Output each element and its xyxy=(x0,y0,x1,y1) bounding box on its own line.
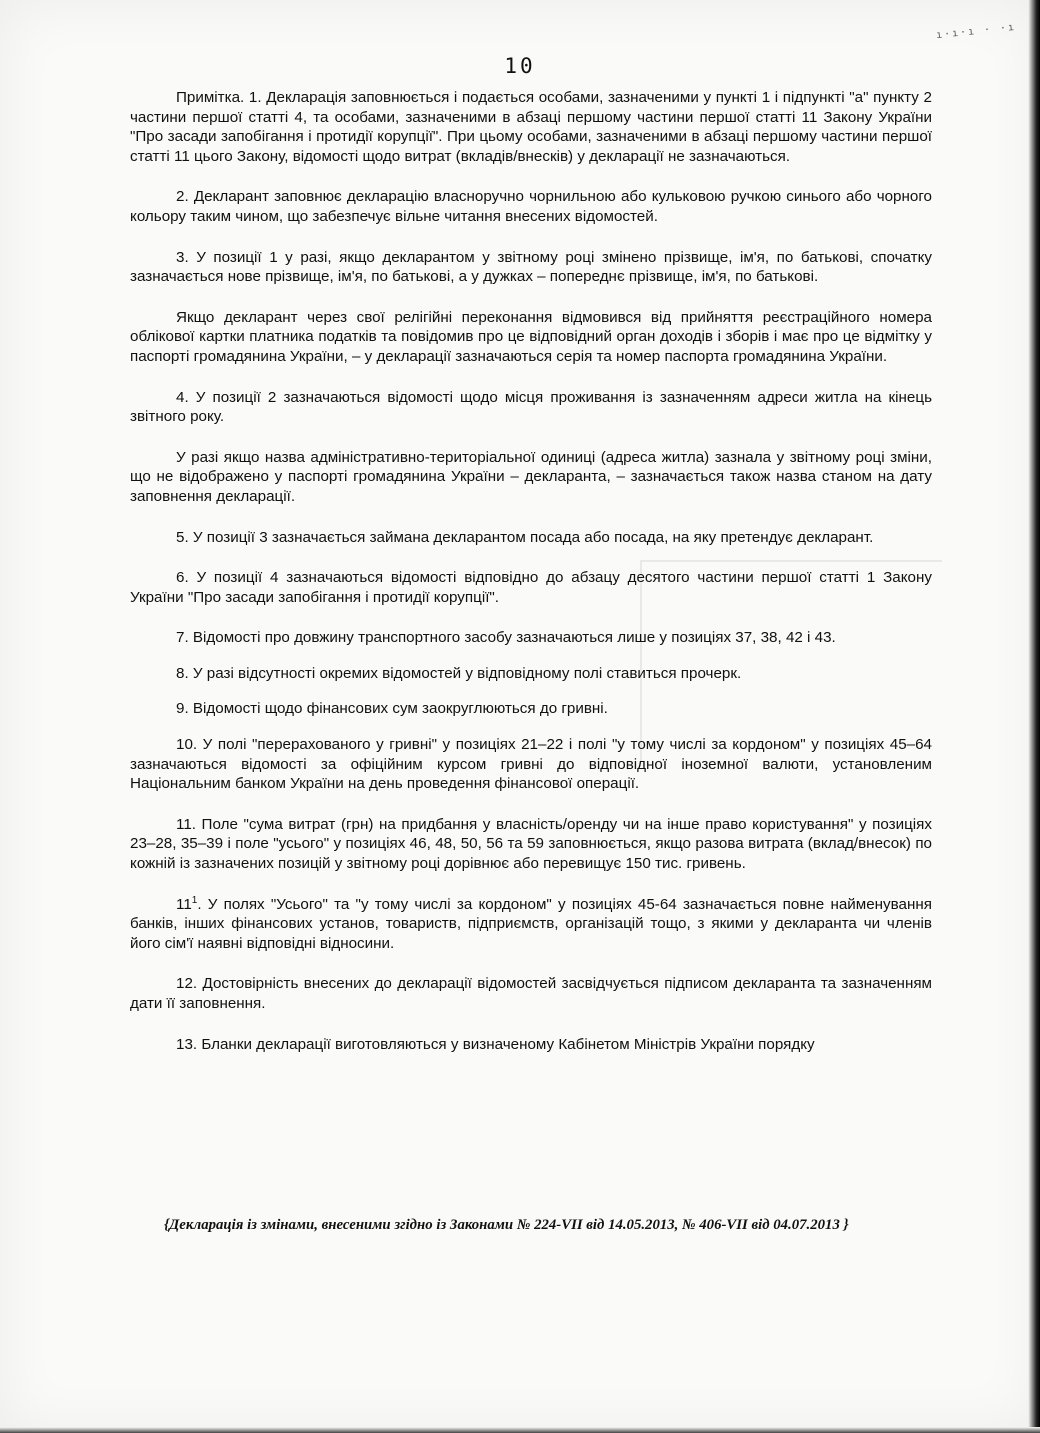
note-paragraph: Примітка. 1. Декларація заповнюється і подається особами, зазначеними у пункті 1 і підпункті "а" пункту 2 частини першої статті 4, та особами, зазначеними в абзаці першому частини першої статті 11 Закону України "Про засади запобігання і протидії корупції". При цьому особами, зазначеними в абзаці першому частини першої статті 11 цього Закону, відомості щодо витрат (вкладів/внесків) у декларації не зазначаються. xyxy=(130,89,932,165)
page-number: 10 xyxy=(504,54,536,78)
note-paragraph: 13. Бланки декларації виготовляються у визначеному Кабінетом Міністрів України порядку xyxy=(176,1035,815,1053)
note-paragraph: 3. У позиції 1 у разі, якщо декларантом у звітному році змінено прізвище, ім'я, по батькові, спочатку зазначається нове прізвище, ім'я, по батькові, а у дужках – попереднє прізвище, ім'я, по батькові. xyxy=(130,248,932,286)
note-paragraph: 8. У разі відсутності окремих відомостей у відповідному полі ставиться прочерк. xyxy=(176,664,742,682)
note-paragraph: 4. У позиції 2 зазначаються відомості щодо місця проживання із зазначенням адреси житла на кінець звітного року. xyxy=(130,388,932,426)
note-paragraph: $11^1$. У полях "Усього" та "у тому числі за кордоном" у позиціях 45-64 зазначається повне найменування банків, інших фінансових установ, товариств, підприємств, організацій тощо, з якими у декларанта чи членів його сім'ї наявні відповідні відносини. xyxy=(130,894,932,952)
corner-handwritten-marks: ı·ı·ı · ·ı xyxy=(935,21,1017,42)
scan-edge-bottom xyxy=(0,1427,1040,1433)
note-paragraph: 10. У полі "перерахованого у гривні" у позиціях 21–22 і полі "у тому числі за кордоном" у позиціях 45–64 зазначаються відомості за офіційним курсом гривні до відповідної іноземної валюти, установленим Національним банком України на день проведення фінансової операції. xyxy=(130,736,932,793)
note-paragraph: 2. Декларант заповнює декларацію власноручно чорнильною або кульковою ручкою синього або чорного кольору таким чином, що забезпечує вільне читання внесених відомостей. xyxy=(130,188,932,225)
note-paragraph: У разі якщо назва адміністративно-територіальної одиниці (адреса житла) зазнала у звітному році зміни, що не відображено у паспорті громадянина України – декларанта, – зазначається також назва станом на дату заповнення декларації. xyxy=(130,448,932,505)
amendments-footnote: {Декларація із змінами, внесеними згідно із Законами № 224-VII від 14.05.2013, № 406-VII від 04.07.2013 } xyxy=(164,1217,849,1233)
scan-edge-right xyxy=(1028,0,1040,1433)
note-paragraph: 7. Відомості про довжину транспортного засобу зазначаються лише у позиціях 37, 38, 42 і 43. xyxy=(176,629,836,647)
note-paragraph: 9. Відомості щодо фінансових сум заокруглюються до гривні. xyxy=(176,700,608,718)
notes-body xyxy=(130,88,932,1075)
note-paragraph: 11. Поле "сума витрат (грн) на придбання у власність/оренду чи на інше право користування" у позиціях 23–28, 35–39 і поле "усього" у позиціях 46, 48, 50, 56 та 59 заповнюється, якщо разова витрата (вклад/внесок) по кожній із зазначених позицій у звітному році дорівнює або перевищує 150 тис. гривень. xyxy=(130,815,932,873)
note-paragraph: 12. Достовірність внесених до декларації відомостей засвідчується підписом декларанта та зазначенням дати її заповнення. xyxy=(130,975,932,1012)
note-paragraph: Якщо декларант через свої релігійні переконання відмовився від прийняття реєстраційного номера облікової картки платника податків та повідомив про це відповідний орган доходів і зборів і має про це відмітку у паспорті громадянина України, – у декларації зазначаються серія та номер паспорта громадянина України. xyxy=(130,308,932,365)
note-paragraph: 6. У позиції 4 зазначаються відомості відповідно до абзацу десятого частини першої статті 1 Закону України "Про засади запобігання і протидії корупції". xyxy=(130,569,932,606)
note-paragraph: 5. У позиції 3 зазначається займана декларантом посада або посада, на яку претендує декларант. xyxy=(176,528,874,546)
